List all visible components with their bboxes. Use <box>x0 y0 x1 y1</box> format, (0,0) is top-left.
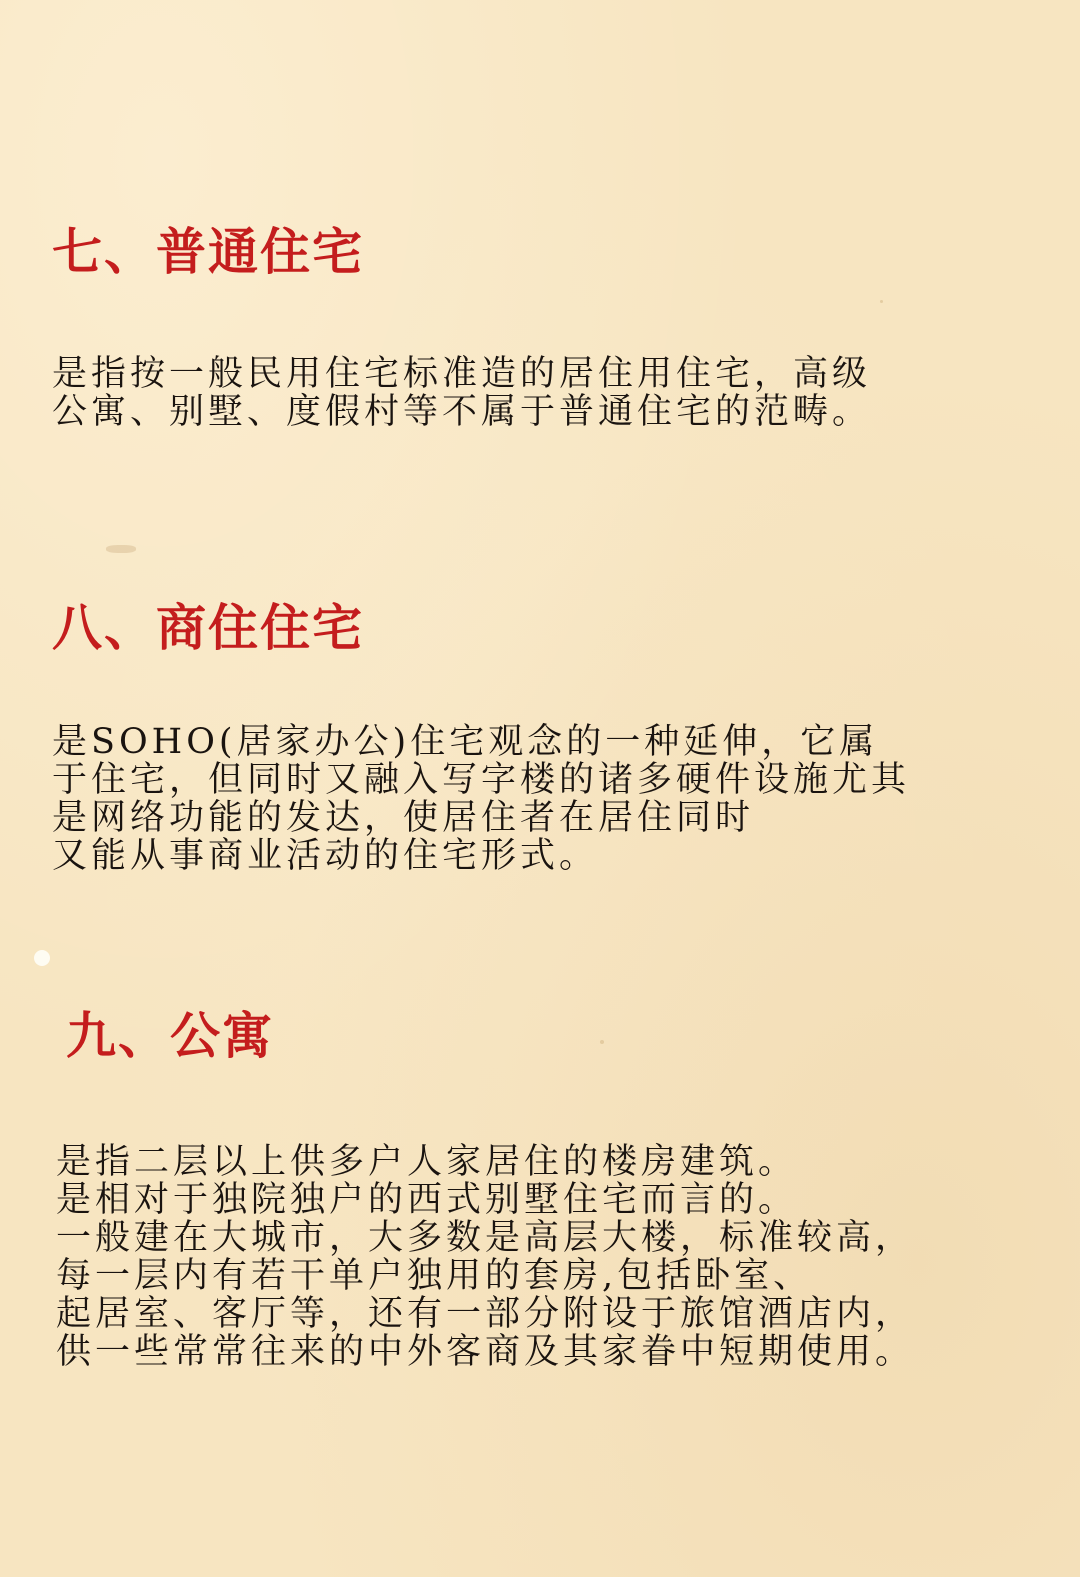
section-body-commercial-residential <box>52 723 910 875</box>
body-line: 是指二层以上供多户人家居住的楼房建筑。 <box>56 1142 798 1182</box>
section-heading-apartment: 九、公寓 <box>66 1007 274 1065</box>
section-heading-commercial-residential: 八、商住住宅 <box>52 599 364 657</box>
section-body-apartment <box>56 1143 914 1371</box>
section-heading-ordinary-housing: 七、普通住宅 <box>52 223 364 281</box>
body-line: 起居室、客厅等，还有一部分附设于旅馆酒店内， <box>56 1294 915 1334</box>
body-line: 于住宅，但同时又融入写字楼的诸多硬件设施尤其 <box>52 760 911 800</box>
paper-speck <box>600 1040 604 1044</box>
body-line: 供一些常常往来的中外客商及其家眷中短期使用。 <box>56 1332 915 1372</box>
body-line: 一般建在大城市，大多数是高层大楼，标准较高， <box>56 1218 915 1258</box>
body-line: 每一层内有若干单户独用的套房,包括卧室、 <box>56 1256 813 1296</box>
body-line: 是相对于独院独户的西式别墅住宅而言的。 <box>56 1180 798 1220</box>
section-body-ordinary-housing <box>52 355 871 431</box>
paper-stain <box>106 545 136 553</box>
paper-speck <box>880 300 883 303</box>
body-line: 是SOHO(居家办公)住宅观念的一种延伸，它属 <box>52 722 879 762</box>
paper-speck <box>34 950 50 966</box>
body-line: 公寓、别墅、度假村等不属于普通住宅的范畴。 <box>52 392 872 432</box>
body-line: 是指按一般民用住宅标准造的居住用住宅，高级 <box>52 354 872 394</box>
body-line: 又能从事商业活动的住宅形式。 <box>52 836 599 876</box>
body-line: 是网络功能的发达，使居住者在居住同时 <box>52 798 755 838</box>
